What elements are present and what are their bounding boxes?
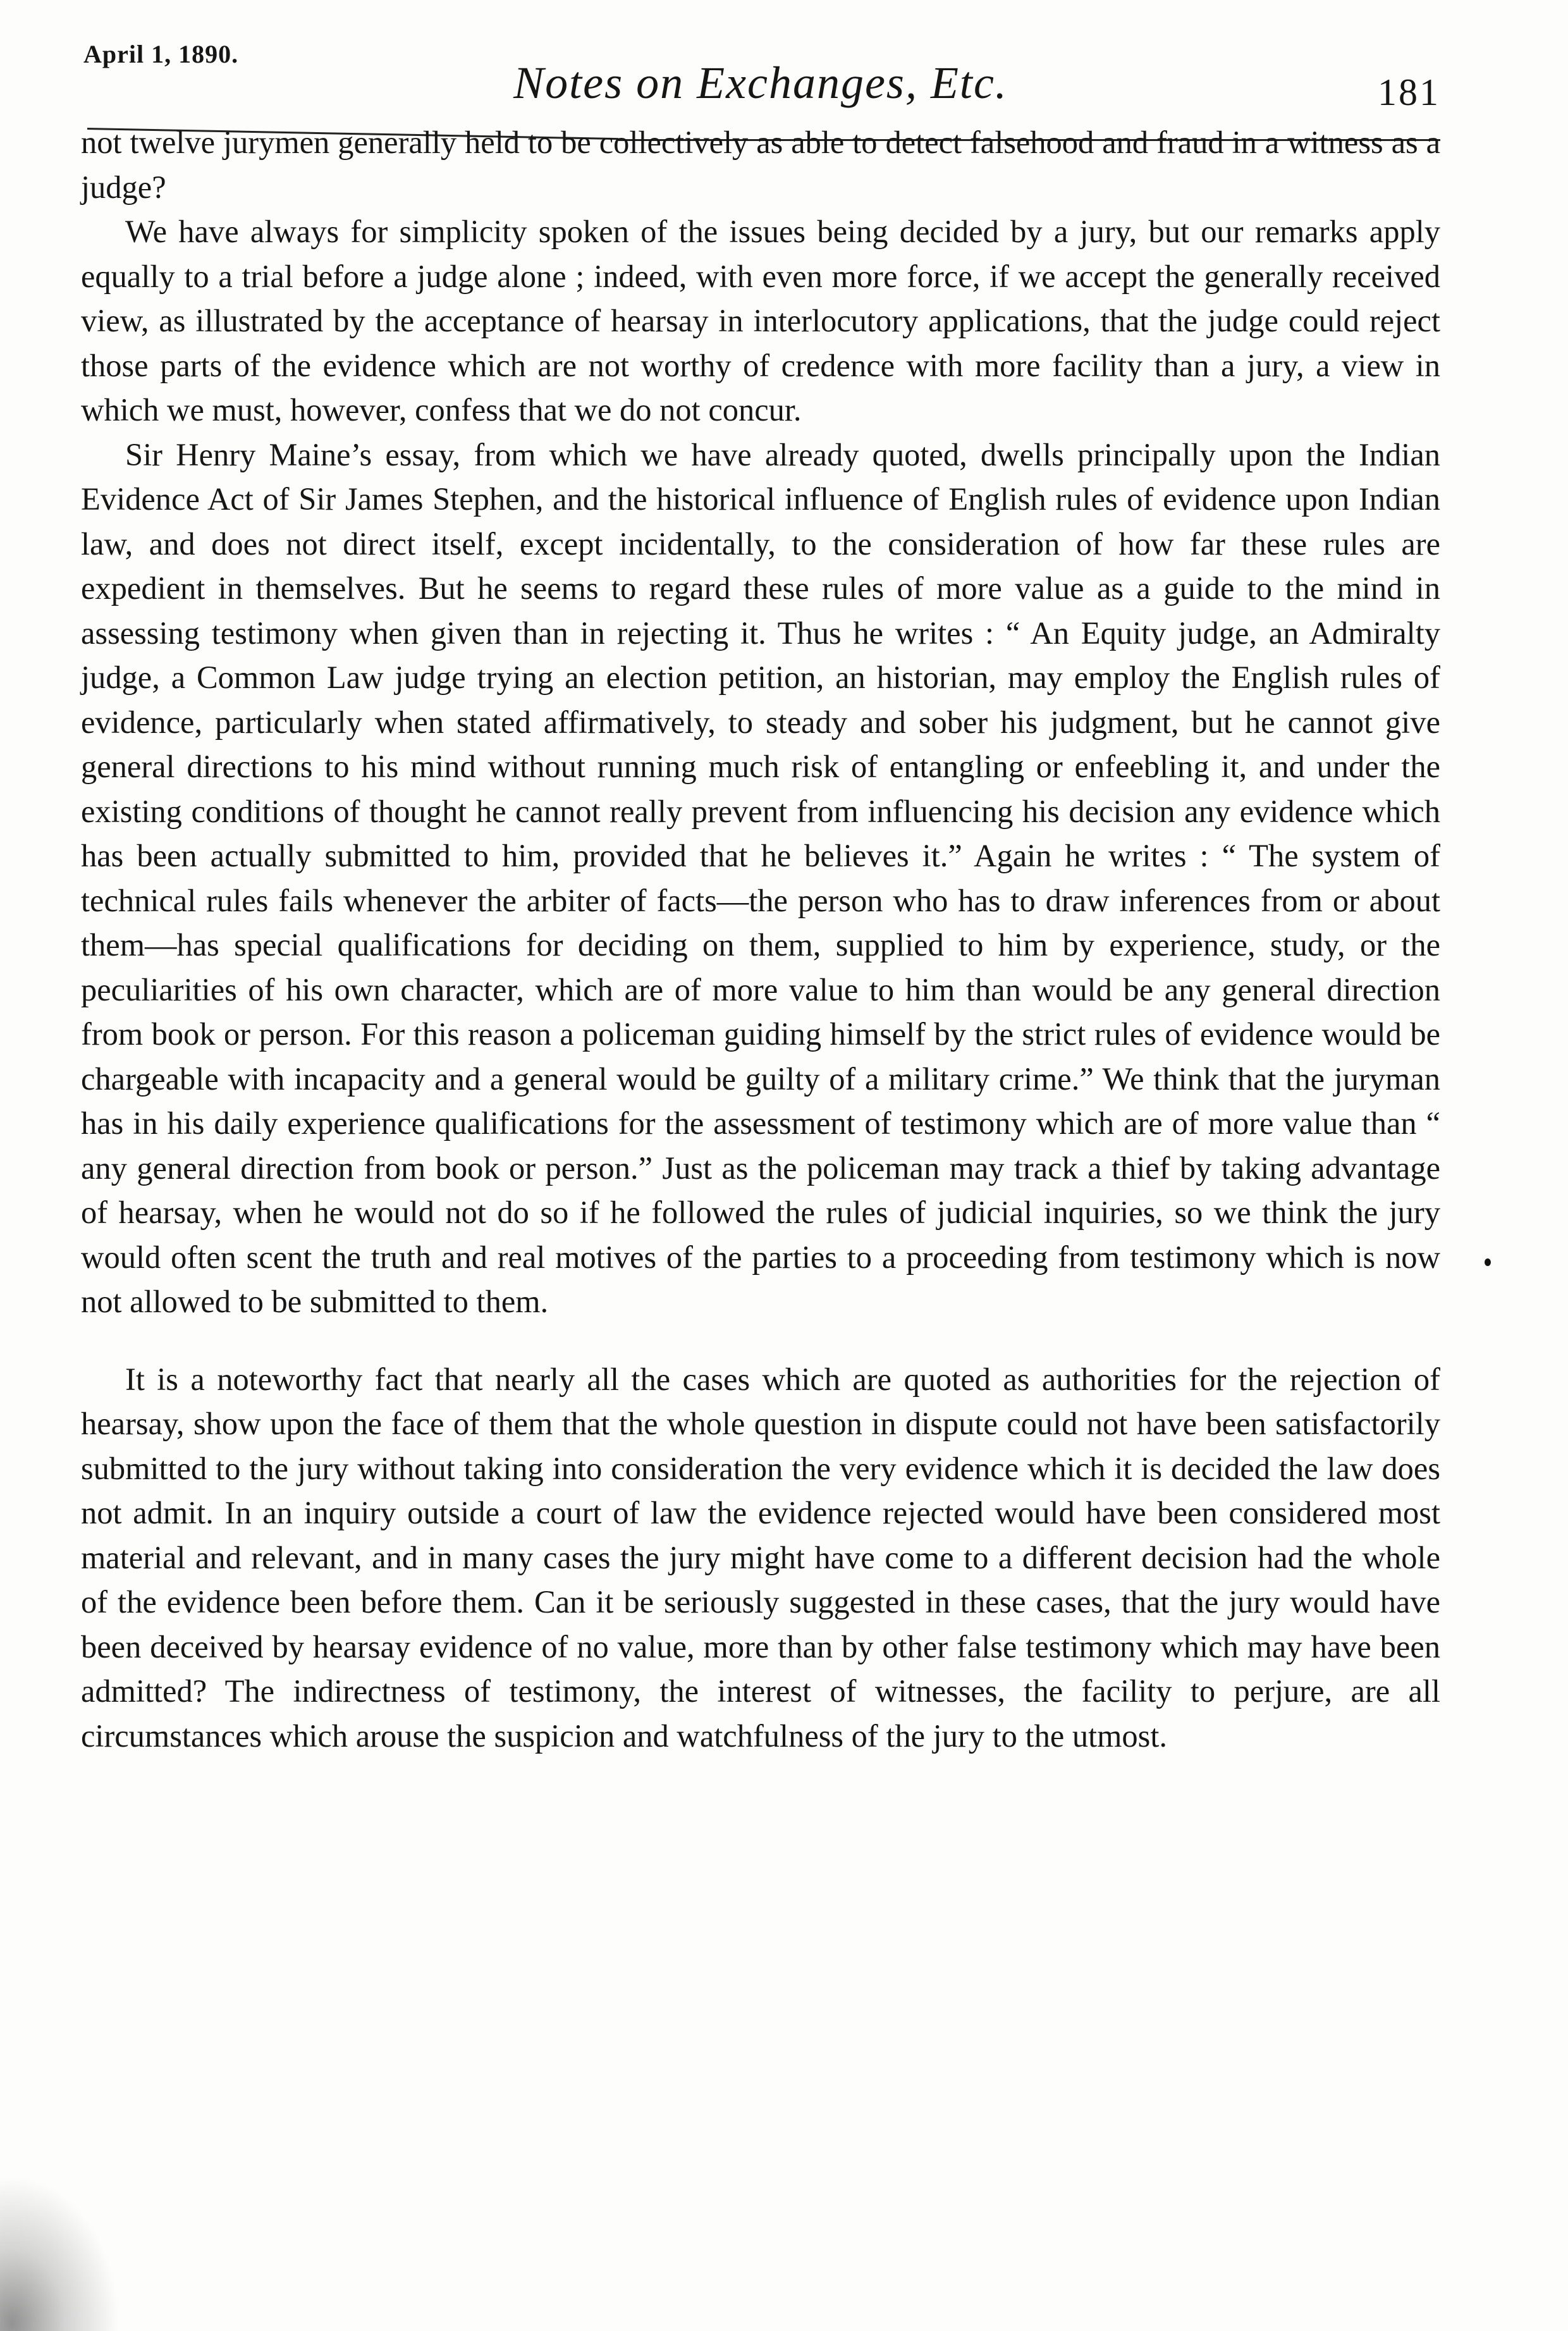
paragraph-hearsay-cases: It is a noteworthy fact that nearly all the cases which are quoted as authorities for the rejection of hearsay, show upon the face of them that the whole question in dispute could not have been satisfactorily submitted to the jury without taking into consideration the very evidence which it is decided the law does not admit. In an inquiry outside a court of law the evidence rejected would have been considered most material and relevant, and in many cases the jury might have come to a different decision had the whole of the evidence been before them. Can it be seriously suggested in these cases, that the jury would have been deceived by hearsay evidence of no value, more than by other false testimony which may have been admitted? The indirectness of testimony, the interest of witnesses, the facility to perjure, are all circumstances which arouse the suspicion and watchfulness of the jury to the utmost. (81, 1361, 1440, 1754)
margin-mark (1485, 1258, 1491, 1266)
page-number: 181 (1378, 71, 1440, 113)
body-text (81, 120, 1440, 1758)
running-title: Notes on Exchanges, Etc. (513, 58, 1008, 108)
paragraph-maine-essay: Sir Henry Maine’s essay, from which we have already quoted, dwells principally upon the Indian Evidence Act of Sir James Stephen, and the historical influence of English rules of evidence upon Indian law, and does not direct itself, except incidentally, to the consideration of how far these rules are expedient in themselves. But he seems to regard these rules of more value as a guide to the mind in assessing testimony when given than in rejecting it. Thus he writes : “ An Equity judge, an Admiralty judge, a Common Law judge trying an election petition, an historian, may employ the English rules of evidence, particularly when stated affirmatively, to steady and sober his judgment, but he cannot give general directions to his mind without running much risk of entangling or enfeebling it, and under the existing conditions of thought he cannot really prevent from influencing his decision any evidence which has been actually submitted to him, provided that he believes it.” Again he writes : “ The system of technical rules fails whenever the arbiter of facts—the person who has to draw inferences from or about them—has special qualifications for deciding on them, supplied to him by experience, study, or the peculiarities of his own character, which are of more value to him than would be any general direction from book or person. For this reason a policeman guiding himself by the strict rules of evidence would be chargeable with incapacity and a general would be guilty of a military crime.” We think that the juryman has in his daily experience qualifications for the assessment of testimony which are of more value than “ any general direction from book or person.” Just as the policeman may track a thief by taking advantage of hearsay, when he would not do so if he followed the rules of judicial inquiries, so we think the jury would often scent the truth and real motives of the parties to a proceeding from testimony which is now not allowed to be submitted to them. (81, 436, 1440, 1319)
issue-date: April 1, 1890. (83, 40, 239, 68)
paragraph-jury-remarks: We have always for simplicity spoken of the issues being decided by a jury, but our remarks apply equally to a trial before a judge alone ; indeed, with even more force, if we accept the generally received view, as illustrated by the acceptance of hearsay in interlocutory applications, that the judge could reject those parts of the evidence which are not worthy of credence with more facility than a jury, a view in which we must, however, confess that we do not concur. (81, 214, 1440, 427)
page-corner-smudge (0, 2175, 120, 2331)
paragraph-continuation: not twelve jurymen generally held to be collectively as able to detect falsehood and fraud in a witness as a judge? (81, 125, 1440, 205)
